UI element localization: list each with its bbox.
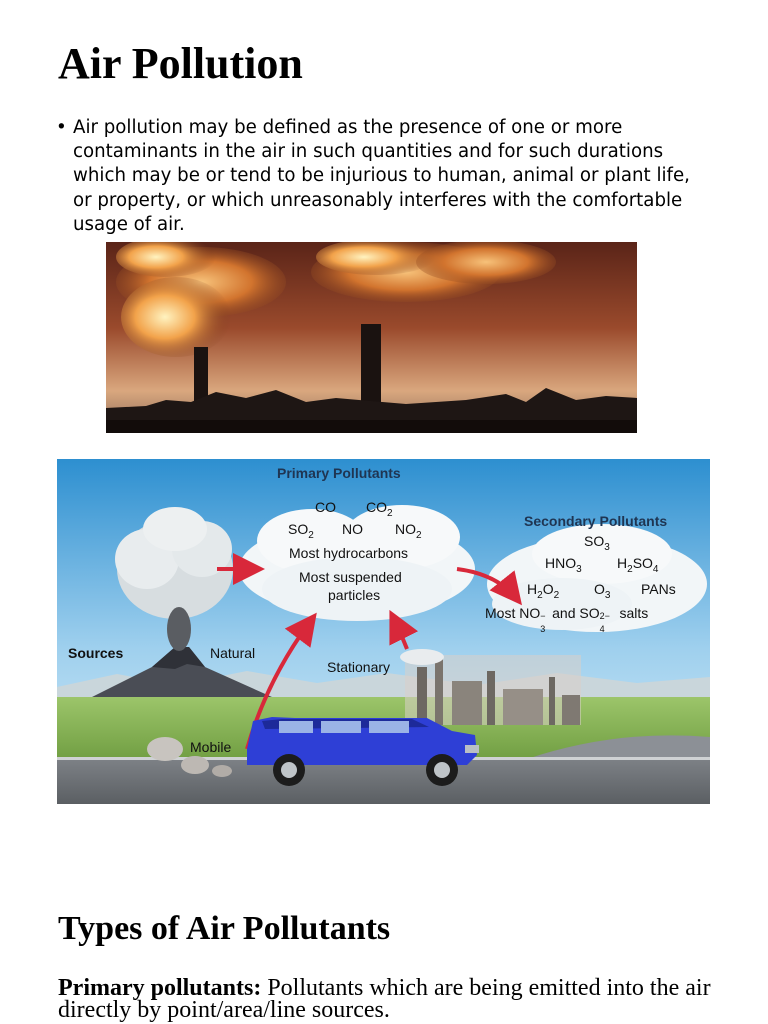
primary-co2: $CO_2$ xyxy=(366,499,393,519)
primary-pollutants-definition xyxy=(58,977,738,1021)
primary-suspended: Most suspended xyxy=(299,569,402,585)
bullet-marker: • xyxy=(56,117,67,138)
secondary-hno3: $HNO_3$ xyxy=(545,555,582,575)
secondary-h2o2: $H_2O_2$ xyxy=(527,581,560,601)
definition-bullet xyxy=(56,116,706,237)
primary-pollutants-title: Primary Pollutants xyxy=(277,465,401,481)
primary-co: CO xyxy=(315,499,336,515)
primary-no: NO xyxy=(342,521,363,537)
primary-pollutants-text: Pollutants which are being emitted into the air directly by point/area/line sources. xyxy=(58,975,711,1023)
natural-label: Natural xyxy=(210,645,256,661)
secondary-o3: $O_3$ xyxy=(594,581,611,601)
secondary-pollutants-title: Secondary Pollutants xyxy=(524,513,668,529)
secondary-so3: $SO_3$ xyxy=(584,533,610,553)
secondary-pans: PANs xyxy=(641,581,676,597)
smokestacks-photo xyxy=(106,242,637,433)
primary-pollutants-label: Primary pollutants: xyxy=(58,975,262,1001)
stationary-label: Stationary xyxy=(327,659,391,675)
secondary-h2so4: $H_2SO_4$ xyxy=(617,555,659,575)
definition-text: Air pollution may be defined as the presence of one or more contaminants in the air in such quantities and for such durations which may be or tend to be injurious to human, animal or plant life, or property, or which unreasonably interferes with the comfortable usage of air. xyxy=(73,117,690,235)
page-title: Air Pollution xyxy=(58,39,303,88)
secondary-salts: Most NO − 3 and SO 2− 4 salts xyxy=(485,605,649,634)
primary-particles: particles xyxy=(328,587,381,603)
mobile-label: Mobile xyxy=(190,739,232,755)
primary-so2: $SO_2$ xyxy=(288,521,314,541)
primary-no2: $NO_2$ xyxy=(395,521,422,541)
pollutants-diagram xyxy=(57,459,710,804)
primary-hydrocarbons: Most hydrocarbons xyxy=(289,545,409,561)
section-heading: Types of Air Pollutants xyxy=(58,910,391,947)
sources-label: Sources xyxy=(68,645,124,661)
